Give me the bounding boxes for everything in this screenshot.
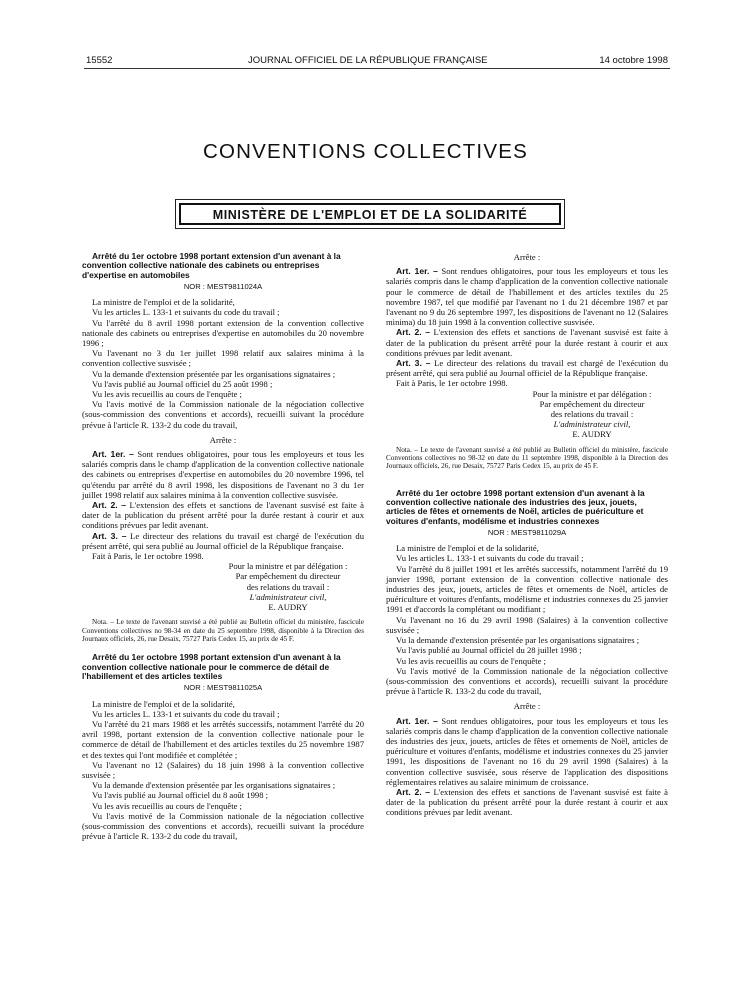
- visa-line: La ministre de l'emploi et de la solidarité,: [92, 698, 235, 709]
- visa-line: Vu l'arrêté du 8 juillet 1991 et les arrêtés successifs, notamment l'arrêté du 19 janvier 1998, portant extension de la convention collective nationale des industries des jeux, jouets, articles de fêtes et ornements de Noël, articles de puériculture et voitures d'enfants, modélisme et industries connexes du 25 janvier 1991 et d'accords la complétant ou modifiant ;: [386, 563, 668, 615]
- arrete-label: Arrête :: [513, 701, 541, 712]
- visa-line: Vu les articles L. 133-1 et suivants du code du travail ;: [92, 307, 280, 318]
- page-number: 15552: [86, 55, 113, 66]
- visa-line: Vu l'avis motivé de la Commission nationale de la négociation collective (sous-commission des conventions et accords), recueilli suivant la procédure prévue à l'article R. 133-2 du code du travail,: [82, 810, 364, 842]
- arrete-2-end: [386, 252, 668, 471]
- arrete-2-start: [82, 653, 364, 841]
- article-2: [386, 787, 668, 818]
- article-1: [82, 449, 364, 500]
- article-3: [82, 531, 364, 551]
- visa-line: Vu l'avis publié au Journal officiel du 25 août 1998 ;: [92, 378, 273, 389]
- right-column: [386, 252, 668, 818]
- publication-note: Nota. – Le texte de l'avenant susvisé a été publié au Bulletin officiel du ministère, fascicule Conventions collectives no 98-32 en date du 11 septembre 1998, disponible à la Direction des Journaux officiels, 26, rue Desaix, 75727 Paris Cedex 15, au prix de 45 F.: [386, 445, 668, 471]
- article-label: Art. 1er. –: [92, 448, 134, 459]
- arrete-label: Arrête :: [513, 252, 541, 262]
- article-label: Art. 2. –: [92, 499, 127, 510]
- signature-place-date: Fait à Paris, le 1er octobre 1998.: [396, 378, 508, 389]
- page-header: [86, 55, 668, 69]
- visa-line: Vu les articles L. 133-1 et suivants du code du travail ;: [396, 553, 584, 564]
- visa-line: Vu l'avis motivé de la Commission nationale de la négociation collective (sous-commission des conventions et accords), recueilli suivant la procédure prévue à l'article R. 133-2 du code du travail,: [386, 665, 668, 697]
- visa-line: Vu l'avenant no 16 du 29 avril 1998 (Salaires) à la convention collective susvisée ;: [386, 614, 668, 635]
- visa-line: Vu l'avis motivé de la Commission nationale de la négociation collective (sous-commission des conventions et accords), recueilli suivant la procédure prévue à l'article R. 133-2 du code du travail,: [82, 399, 364, 430]
- signature-line: Pour la ministre et par délégation :: [532, 388, 652, 399]
- signature-line: des relations du travail :: [246, 581, 330, 592]
- arrete-title: Arrêté du 1er octobre 1998 portant extension d'un avenant à la convention collective nationale des cabinets ou entreprises d'expertise en automobiles: [82, 251, 341, 280]
- article-text: L'extension des effets et sanctions de l'avenant susvisé est faite à dater de la publication du présent arrêté pour la durée restant à courir et aux conditions prévues par ledit avenant.: [386, 327, 668, 358]
- signatory-name: E. AUDRY: [572, 429, 612, 440]
- article-label: Art. 2. –: [396, 327, 431, 338]
- visa-line: Vu la demande d'extension présentée par les organisations signataires ;: [396, 635, 640, 646]
- arrete-title: Arrêté du 1er octobre 1998 portant extension d'un avenant à la convention collective nationale des industries des jeux, jouets, articles de fêtes et ornements de Noël, articles de puériculture et voitures d'enfants, modélisme et industries connexes: [386, 487, 645, 526]
- article-label: Art. 3. –: [92, 530, 127, 541]
- visa-line: Vu l'avis publié au Journal officiel du 8 août 1998 ;: [92, 790, 269, 801]
- visa-line: Vu l'avenant no 3 du 1er juillet 1998 relatif aux salaires minima à la convention collective susvisée ;: [82, 348, 364, 369]
- arrete-3: [386, 489, 668, 818]
- visa-line: Vu les avis recueillis au cours de l'enquête ;: [396, 655, 546, 666]
- article-2: [82, 500, 364, 531]
- left-column: [82, 252, 364, 841]
- visa-line: Vu les avis recueillis au cours de l'enquête ;: [92, 388, 242, 399]
- header-rule: [84, 68, 670, 69]
- article-text: Sont rendues obligatoires, pour tous les employeurs et tous les salariés compris dans le champ d'application de la convention collective nationale des industries des jeux, jouets, articles de fêtes et ornements de Noël, articles de puériculture et voitures d'enfants, modélisme et industries connexes du 25 janvier 1991, les dispositions de l'avenant no 16 du 29 avril 1998 (Salaires) à la convention collective susvisée, sous réserve de l'application des dispositions réglementaires relatives au salaire minimum de croissance.: [386, 715, 669, 787]
- article-label: Art. 1er. –: [396, 266, 438, 277]
- signature-line: L'administrateur civil,: [553, 419, 631, 430]
- visa-line: Vu l'avis publié au Journal officiel du 28 juillet 1998 ;: [396, 645, 582, 656]
- ministry-title: MINISTÈRE DE L'EMPLOI ET DE LA SOLIDARITÉ: [179, 203, 561, 225]
- article-label: Art. 3. –: [396, 358, 431, 369]
- ministry-box: [175, 199, 565, 229]
- signature-line: Par empêchement du directeur: [539, 398, 645, 409]
- section-title: CONVENTIONS COLLECTIVES: [203, 140, 528, 163]
- visa-line: Vu les avis recueillis au cours de l'enquête ;: [92, 800, 242, 811]
- signature-place-date: Fait à Paris, le 1er octobre 1998.: [92, 550, 204, 561]
- nor-reference: NOR : MEST9811025A: [183, 683, 263, 693]
- article-label: Art. 2. –: [396, 786, 431, 797]
- visa-line: Vu les articles L. 133-1 et suivants du code du travail ;: [92, 708, 280, 719]
- article-2: [386, 327, 668, 358]
- visa-line: La ministre de l'emploi et de la solidarité,: [396, 543, 539, 554]
- journal-title: JOURNAL OFFICIEL DE LA RÉPUBLIQUE FRANÇAISE: [248, 55, 488, 66]
- signature-line: L'administrateur civil,: [249, 591, 327, 602]
- arrete-1: [82, 252, 364, 643]
- signatory-name: E. AUDRY: [268, 601, 308, 612]
- article-label: Art. 1er. –: [396, 715, 438, 726]
- issue-date: 14 octobre 1998: [599, 55, 668, 66]
- article-text: Le directeur des relations du travail est chargé de l'exécution du présent arrêté, qui sera publié au Journal officiel de la République française.: [82, 530, 364, 551]
- nor-reference: NOR : MEST9811024A: [183, 281, 263, 291]
- signature-line: des relations du travail :: [550, 409, 634, 420]
- signature-line: Par empêchement du directeur: [235, 571, 341, 582]
- visa-line: La ministre de l'emploi et de la solidarité,: [92, 297, 235, 308]
- article-text: Sont rendues obligatoires, pour tous les employeurs et tous les salariés compris dans le champ d'application de la convention collective nationale pour le commerce de détail de l'habillement et des articles textiles du 25 novembre 1987, tel que modifié par l'avenant no 1 du 21 décembre 1987 et par l'avenant no 9 du 26 septembre 1997, les dispositions de l'avenant no 12 (Salaires minima) du 18 juin 1998 à la convention collective susvisée.: [386, 266, 669, 328]
- article-1: [386, 266, 668, 327]
- article-text: Sont rendues obligatoires, pour tous les employeurs et tous les salariés compris dans le champ d'application de la convention collective nationale des cabinets ou entreprises d'expertise en automobiles du 20 novembre 1996, tel qu'étendu par arrêté du 8 avril 1998, les dispositions de l'avenant no 3 du 1er juillet 1998 relatif aux salaires minima à la convention collective susvisée.: [82, 448, 365, 500]
- visa-line: Vu l'avenant no 12 (Salaires) du 18 juin 1998 à la convention collective susvisée ;: [82, 759, 364, 780]
- visa-line: Vu la demande d'extension présentée par les organisations signataires ;: [92, 780, 336, 791]
- arrete-title: Arrêté du 1er octobre 1998 portant extension d'un avenant à la convention collective nationale pour le commerce de détail de l'habillement et des articles textiles: [82, 652, 341, 681]
- signature-line: Pour la ministre et par délégation :: [228, 561, 348, 572]
- article-text: L'extension des effets et sanctions de l'avenant susvisé est faite à dater de la publication du présent arrêté pour la durée restant à courir et aux conditions prévues par ledit avenant.: [386, 786, 668, 818]
- arrete-label: Arrête :: [209, 434, 237, 445]
- publication-note: Nota. – Le texte de l'avenant susvisé a été publié au Bulletin officiel du ministère, fascicule Conventions collectives no 98-34 en date du 25 septembre 1998, disponible à la Direction des Journaux officiels, 26, rue Desaix, 75727 Paris Cedex 15, au prix de 45 F.: [82, 618, 364, 643]
- nor-reference: NOR : MEST9811029A: [487, 528, 567, 538]
- visa-line: Vu l'arrêté du 8 avril 1998 portant extension de la convention collective nationale des cabinets ou entreprises d'expertise en automobiles du 20 novembre 1996 ;: [82, 317, 364, 348]
- article-text: L'extension des effets et sanctions de l'avenant susvisé est faite à dater de la publication du présent arrêté pour la durée restant à courir et aux conditions prévues par ledit avenant.: [82, 499, 364, 531]
- article-3: [386, 358, 668, 378]
- visa-line: Vu l'arrêté du 21 mars 1988 et les arrêtés successifs, notamment l'arrêté du 20 avril 1998, portant extension de la convention collective nationale pour le commerce de détail de l'habillement et des articles textiles du 25 novembre 1987 et des textes qui l'ont modifiée et complétée ;: [82, 718, 364, 760]
- visa-line: Vu la demande d'extension présentée par les organisations signataires ;: [92, 368, 336, 379]
- article-text: Le directeur des relations du travail est chargé de l'exécution du présent arrêté, qui sera publié au Journal officiel de la République française.: [386, 358, 668, 379]
- article-1: [386, 716, 668, 787]
